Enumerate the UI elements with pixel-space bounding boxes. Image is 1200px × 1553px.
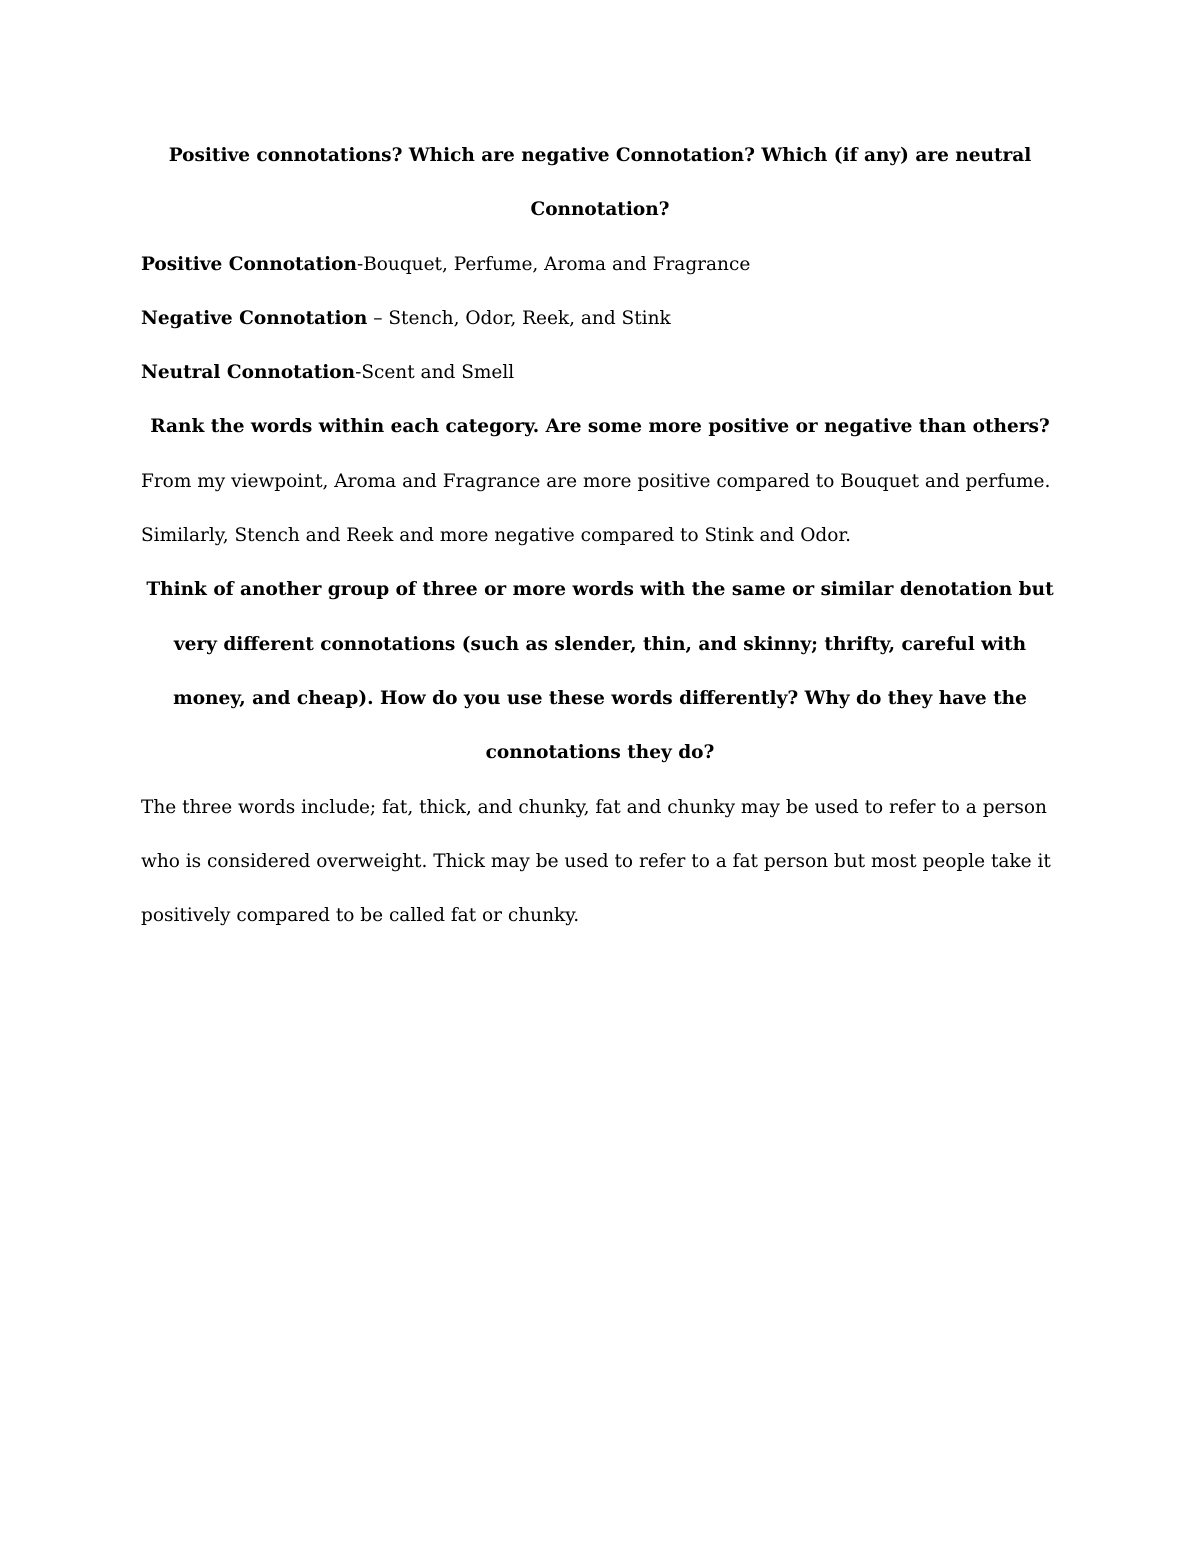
positive-connotation-words: -Bouquet, Perfume, Aroma and Fragrance bbox=[356, 253, 751, 275]
question-word-group-heading: Think of another group of three or more words with the same or similar denotation but very different connotations (such as slender, thin, and skinny; thrifty, careful with money, and cheap). How do you use these words differently? Why do they have the connotations they do? bbox=[146, 579, 1054, 764]
positive-connotation-line bbox=[141, 238, 1059, 292]
negative-connotation-words: – Stench, Odor, Reek, and Stink bbox=[367, 307, 671, 329]
neutral-connotation-words: -Scent and Smell bbox=[355, 362, 515, 384]
positive-connotation-label: Positive Connotation bbox=[141, 253, 357, 275]
document-body bbox=[141, 129, 1059, 943]
negative-connotation-label: Negative Connotation bbox=[141, 307, 368, 329]
word-group-answer-paragraph: The three words include; fat, thick, and chunky, fat and chunky may be used to refer to a person who is considered overweight. Thick may be used to refer to a fat person but most people take it positively compared to be called fat or chunky. bbox=[141, 796, 1051, 927]
neutral-connotation-label: Neutral Connotation bbox=[141, 362, 356, 384]
rank-answer-paragraph: From my viewpoint, Aroma and Fragrance are more positive compared to Bouquet and perfume. Similarly, Stench and Reek and more negative compared to Stink and Odor. bbox=[141, 470, 1051, 547]
question-rank-heading: Rank the words within each category. Are some more positive or negative than others? bbox=[150, 416, 1050, 438]
neutral-connotation-line bbox=[141, 346, 1059, 400]
question-connotation-heading: Positive connotations? Which are negative Connotation? Which (if any) are neutral Connotation? bbox=[168, 145, 1032, 221]
negative-connotation-line bbox=[141, 292, 1059, 346]
